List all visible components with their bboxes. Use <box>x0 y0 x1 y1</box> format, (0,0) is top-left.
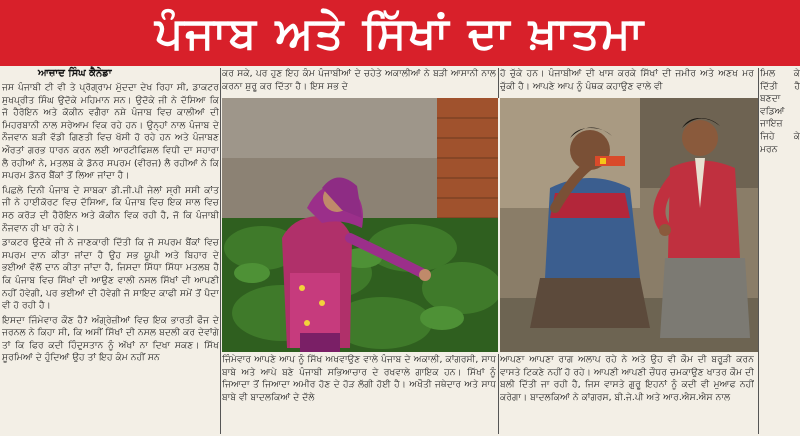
left-paragraph: ਜਸ ਪੰਜਾਬੀ ਟੀ ਵੀ ਤੇ ਪ੍ਰੋਗ੍ਰਾਮ ਮੁੱਦਦਾ ਦੇਖ ਰਿਹਾ ਸੀ, ਡਾਕਟਰ ਸੁਖਪ੍ਰੀਤ ਸਿੰਘ ਉਦੋਕੇ ਮਹਿਮਾਨ ਸਨ। ਉਦੋਕੇ ਜੀ ਨੇ ਦੱਸਿਆ ਕਿ ਜੋ ਹੈਰੋਇਨ ਅਤੇ ਕੋਕੀਨ ਵਗੈਰਾ ਨਸ਼ੇ ਪੰਜਾਬ ਵਿਚ ਕਾਲੀਆਂ ਦੀ ਮਿਹਰਬਾਨੀ ਨਾਲ ਸਰੇਆਮ ਵਿਕ ਰਹੇ ਹਨ। ਉਨ੍ਹਾਂ ਨਾਲ ਪੰਜਾਬ ਦੇ ਨੌਜਵਾਨ ਬੜੀ ਵੱਡੀ ਗਿਣਤੀ ਵਿਚ ਖੱਸੀ ਹੋ ਰਹੇ ਹਨ ਅਤੇ ਪੰਜਾਬਣ ਔਰਤਾਂ ਗਰਭ ਧਾਰਨ ਕਰਨ ਲਈ ਆਰਟੀਫਿਸ਼ਲ ਵਿਧੀ ਦਾ ਸਹਾਰਾ ਲੈ ਰਹੀਆਂ ਨੇ, ਮਤਲਬ ਕੇ ਡੋਨਰ ਸਪਰਮ (ਵੀਰਜ) ਲੈ ਰਹੀਆਂ ਨੇ ਕਿ ਸਪਰਮ ਡੋਨਰ ਬੈਂਕਾਂ ਤੋਂ ਲਿਆ ਜਾਂਦਾ ਹੈ। <box>2 82 219 182</box>
column-divider <box>758 68 759 434</box>
left-paragraph: ਪਿਛਲੇ ਦਿਨੀ ਪੰਜਾਬ ਦੇ ਸਾਬਕਾ ਡੀ.ਜੀ.ਪੀ ਜੇਲਾਂ ਸ੍ਰੀ ਸਸੀ ਕਾਂਤ ਜੀ ਨੇ ਹਾਈਕੋਰਟ ਵਿਚ ਦੱਸਿਆ, ਕਿ ਪੰਜਾਬ ਵਿਚ ਇਕ ਸਾਲ ਵਿਚ ਸਠ ਕਰੋੜ ਦੀ ਹੈਰੋਇਨ ਅਤੇ ਕੋਕੀਨ ਵਿਕ ਰਹੀ ਹੈ, ਜੋ ਕਿ ਪੰਜਾਬੀ ਨੌਜਵਾਨ ਹੀ ਖਾ ਰਹੇ ਨੇ। <box>2 184 219 234</box>
byline: ਆਜ਼ਾਦ ਸਿੰਘ ਕੈਨੇਡਾ <box>38 68 112 79</box>
photo-woman-in-field <box>222 98 498 352</box>
right-column-bottom: ਆਪਣਾ ਆਪਣਾ ਰਾਗ ਅਲਾਪ ਰਹੇ ਨੇ ਅਤੇ ਉਹ ਵੀ ਕੌਮ ਦੀ ਬਰੂੜੀ ਕਰਨ ਵਾਸਤੇ ਟਿਕਣੇ ਨਹੀਂ ਹੋ ਰਹੇ। ਆਪਣੀ ਆਪਣੀ ਚੌਧਰ ਚਮਕਾਉਣ ਖਾਤਰ ਕੌਮ ਦੀ ਬਲੀ ਦਿੱਤੀ ਜਾ ਰਹੀ ਹੈ, ਜਿਸ ਵਾਸਤੇ ਗੁਰੂ ਇਹਨਾਂ ਨੂੰ ਕਦੀ ਵੀ ਮੁਆਫ ਨਹੀਂ ਕਰੇਗਾ। ਬਾਦਲਕਿਆਂ ਨੇ ਕਾਂਗਰਸ, ਬੀ.ਜੇ.ਪੀ ਅਤੇ ਆਰ.ਐਸ.ਐਸ ਨਾਲ <box>500 354 754 403</box>
photo-men-with-drugs <box>500 98 758 352</box>
column-divider <box>498 68 499 98</box>
middle-column-top: ਕਰ ਸਕੇ, ਪਰ ਹੁਣ ਇਹ ਕੰਮ ਪੰਜਾਬੀਆਂ ਦੇ ਚਹੇਤੇ ਅਕਾਲੀਆਂ ਨੇ ਬੜੀ ਆਸਾਨੀ ਨਾਲ ਕਰਨਾ ਸ਼ੁਰੂ ਕਰ ਦਿੱਤਾ ਹੈ। ਇਸ ਸਭ ਦੇ <box>222 68 496 92</box>
column-divider <box>220 68 221 434</box>
edge-column: ਮਿਲ ਕੇ ਦਿੱਤੀ ਹੈ ਬਣਦਾ ਵਡਿਆਂ ਜਾਇਜ਼ ਜਿਹੇ ਕੇ ਮਰਨ <box>760 68 800 155</box>
left-paragraph: ਡਾਕਟਰ ਉਦੋਕੇ ਜੀ ਨੇ ਜਾਣਕਾਰੀ ਦਿੱਤੀ ਕਿ ਜੋ ਸਪਰਮ ਬੈਂਕਾਂ ਵਿਚ ਸਪਰਮ ਦਾਨ ਕੀਤਾ ਜਾਂਦਾ ਹੈ ਉਹ ਸਭ ਯੂਪੀ ਅਤੇ ਬਿਹਾਰ ਦੇ ਭਈਆਂ ਵੱਲੋਂ ਦਾਨ ਕੀਤਾ ਜਾਂਦਾ ਹੈ, ਜਿਸਦਾ ਸਿੱਧਾ ਸਿੱਧਾ ਮਤਲਬ ਹੈ ਕਿ ਪੰਜਾਬ ਵਿਚ ਸਿੱਖਾਂ ਦੀ ਆਉਣ ਵਾਲੀ ਨਸਲ ਸਿੱਖਾਂ ਦੀ ਆਪਣੀ ਨਹੀਂ ਹੋਵੇਗੀ, ਪਰ ਭਈਆਂ ਦੀ ਹੋਵੇਗੀ ਜੋ ਸਾਇਦ ਕਾਫੀ ਸਮੇਂ ਤੋਂ ਪੈਦਾ ਵੀ ਹੋ ਰਹੀ ਹੈ। <box>2 237 219 312</box>
left-paragraph: ਇਸਦਾ ਜਿੰਮੇਵਾਰ ਕੌਣ ਹੈ? ਅੰਗ੍ਰੇਜ਼ੀਆਂ ਵਿਚ ਇਕ ਭਾਰਤੀ ਫੌਜ ਦੇ ਜਰਨਲ ਨੇ ਕਿਹਾ ਸੀ, ਕਿ ਅਸੀਂ ਸਿੱਖਾਂ ਦੀ ਨਸਲ ਬਦਲੀ ਕਰ ਦੇਵਾਂਗੇ ਤਾਂ ਕਿ ਫਿਰ ਕਦੀ ਹਿੰਦੁਸਤਾਨ ਨੂੰ ਅੱਖਾਂ ਨਾ ਦਿਖਾ ਸਕਣ। ਸਿੱਖ ਸੂਰਮਿਆਂ ਦੇ ਹੁੰਦਿਆਂ ਉਹ ਤਾਂ ਇਹ ਕੰਮ ਨਹੀਂ ਸਨ <box>2 314 219 364</box>
middle-column-bottom: ਜਿੰਮੇਵਾਰ ਆਪਣੇ ਆਪ ਨੂੰ ਸਿੱਖ ਅਖਵਾਉਣ ਵਾਲੇ ਪੰਜਾਬ ਦੇ ਅਕਾਲੀ, ਕਾਂਗਰਸੀ, ਸਾਧ ਬਾਬੇ ਅਤੇ ਆਪੇ ਬਣੇ ਪੰਜਾਬੀ ਸਭਿਆਚਾਰ ਦੇ ਰਖਵਾਲੇ ਗਾਇਕ ਹਨ। ਸਿੱਖਾਂ ਨੂੰ ਜਿਆਦਾ ਤੋਂ ਜਿਆਦਾ ਅਮੀਰ ਹੋਣ ਦੇ ਹੋੜ ਲੱਗੀ ਹੋਈ ਹੈ। ਅਖੌਤੀ ਜਥੇਦਾਰ ਅਤੇ ਸਾਧ ਬਾਬੇ ਵੀ ਬਾਦਲਕਿਆਂ ਦੇ ਦੱਲੇ <box>222 354 496 403</box>
headline-banner <box>0 0 800 66</box>
men-with-drugs-illustration <box>500 98 758 352</box>
right-column-top: ਹੋ ਚੁੱਕੇ ਹਨ। ਪੰਜਾਬੀਆਂ ਦੀ ਖਾਸ ਕਰਕੇ ਸਿੱਖਾਂ ਦੀ ਜਮੀਰ ਅਤੇ ਅਣਖ ਮਰ ਚੁੱਕੀ ਹੈ। ਆਪਣੇ ਆਪ ਨੂੰ ਪੰਥਕ ਕਹਾਉਣ ਵਾਲੇ ਵੀ <box>500 68 754 92</box>
woman-in-field-illustration <box>222 98 498 352</box>
left-column <box>2 82 219 434</box>
column-divider <box>498 354 499 434</box>
headline: ਪੰਜਾਬ ਅਤੇ ਸਿੱਖਾਂ ਦਾ ਖ਼ਾਤਮਾ <box>154 7 646 59</box>
